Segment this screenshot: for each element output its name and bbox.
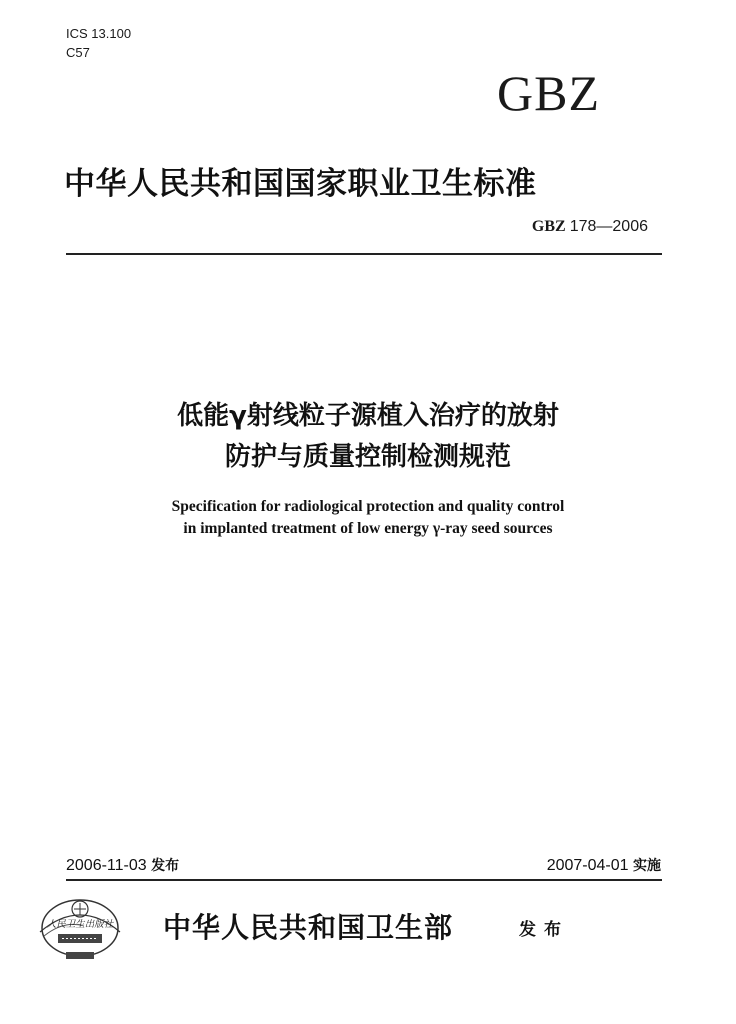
gbz-logo: GBZ	[497, 65, 600, 121]
title-cn-line2: 防护与质量控制检测规范	[224, 442, 511, 472]
standard-number-code: 178—2006	[569, 218, 648, 235]
ics-code: ICS 13.100	[66, 26, 132, 41]
standard-number	[532, 218, 648, 236]
top-divider	[66, 253, 662, 255]
svg-text:人民卫生出版社: 人民卫生出版社	[46, 919, 114, 930]
issue-date-label: 发布	[151, 858, 180, 874]
implementation-date-value: 2007-04-01	[546, 857, 629, 874]
standard-type-title: 中华人民共和国国家职业卫生标准	[64, 166, 537, 202]
publisher-action: 发布	[519, 920, 569, 940]
issue-date	[66, 855, 179, 875]
title-cn-line1: 低能γ射线粒子源植入治疗的放射	[177, 401, 559, 431]
ccs-code: C57	[66, 45, 90, 60]
publisher-seal-icon	[34, 892, 126, 964]
bottom-divider	[66, 879, 662, 881]
implementation-date	[547, 855, 661, 875]
publisher-name: 中华人民共和国卫生部	[163, 911, 454, 944]
issue-date-value: 2006-11-03	[66, 857, 147, 874]
implementation-date-label: 实施	[633, 858, 661, 874]
title-en-line2: in implanted treatment of low energy γ-ray seed sources	[183, 520, 553, 537]
standard-number-prefix: GBZ	[531, 218, 570, 235]
title-en-line1: Specification for radiological protection and quality control	[171, 498, 565, 515]
